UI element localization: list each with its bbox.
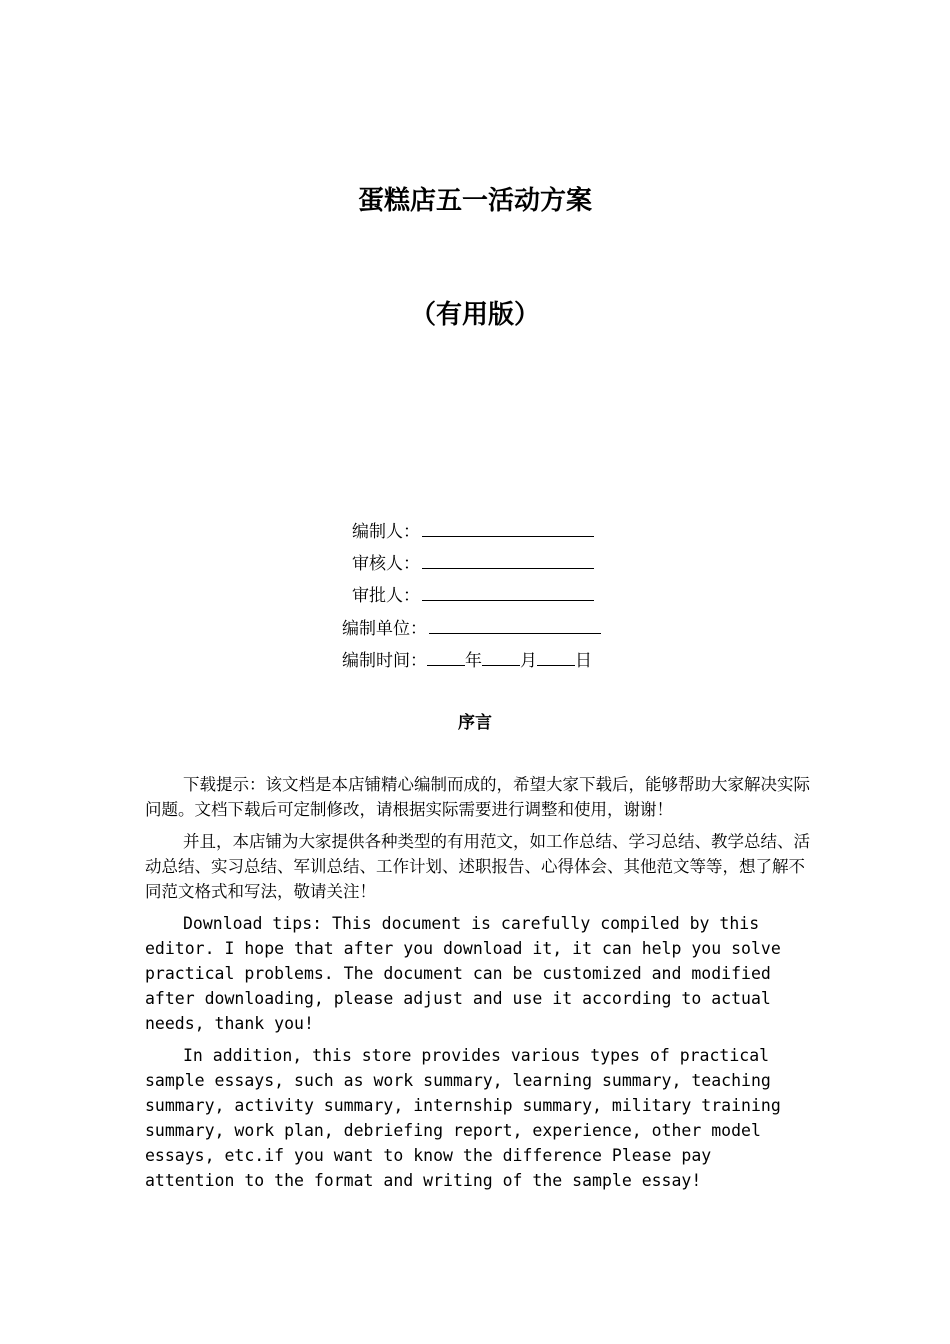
approver-blank	[422, 581, 594, 601]
editor-row	[352, 517, 594, 543]
preface-body	[145, 772, 810, 1200]
document-title: 蛋糕店五一活动方案	[357, 186, 592, 216]
reviewer-row	[352, 549, 594, 575]
date-label: 编制时间：	[342, 651, 427, 671]
preface-paragraph-2: 并且，本店铺为大家提供各种类型的有用范文，如工作总结、学习总结、教学总结、活动总结、实习总结、军训总结、工作计划、述职报告、心得体会、其他范文等等，想了解不同范文格式和写法，敬请关注！	[145, 832, 810, 901]
preface-heading: 序言	[458, 713, 492, 733]
reviewer-blank	[422, 549, 594, 569]
day-label: 日	[575, 651, 592, 671]
editor-blank	[422, 517, 594, 537]
year-blank	[427, 646, 465, 666]
approver-row	[352, 581, 594, 607]
preface-paragraph-1: 下载提示：该文档是本店铺精心编制而成的，希望大家下载后，能够帮助大家解决实际问题。文档下载后可定制修改，请根据实际需要进行调整和使用，谢谢！	[145, 775, 810, 819]
preface-paragraph-3: Download tips: This document is carefully compiled by this editor. I hope that after you download it, it can help you solve practical problems. The document can be customized and modified after downloading, please adjust and use it according to actual needs, thank you!	[145, 914, 781, 1033]
editor-label: 编制人：	[352, 522, 420, 542]
document-subtitle: （有用版）	[409, 300, 540, 330]
approver-label: 审批人：	[352, 586, 420, 606]
date-row	[342, 646, 592, 672]
preface-paragraph-4: In addition, this store provides various types of practical sample essays, such as work summary, learning summary, teaching summary, activity summary, internship summary, military training summary, work plan, debriefing report, experience, other model essays, etc.if you want to know the difference Please pay attention to the format and writing of the sample essay!	[145, 1046, 781, 1190]
year-label: 年	[465, 651, 482, 671]
reviewer-label: 审核人：	[352, 554, 420, 574]
unit-label: 编制单位：	[342, 619, 427, 639]
month-label: 月	[520, 651, 537, 671]
day-blank	[537, 646, 575, 666]
unit-row	[342, 614, 601, 640]
month-blank	[482, 646, 520, 666]
unit-blank	[429, 614, 601, 634]
